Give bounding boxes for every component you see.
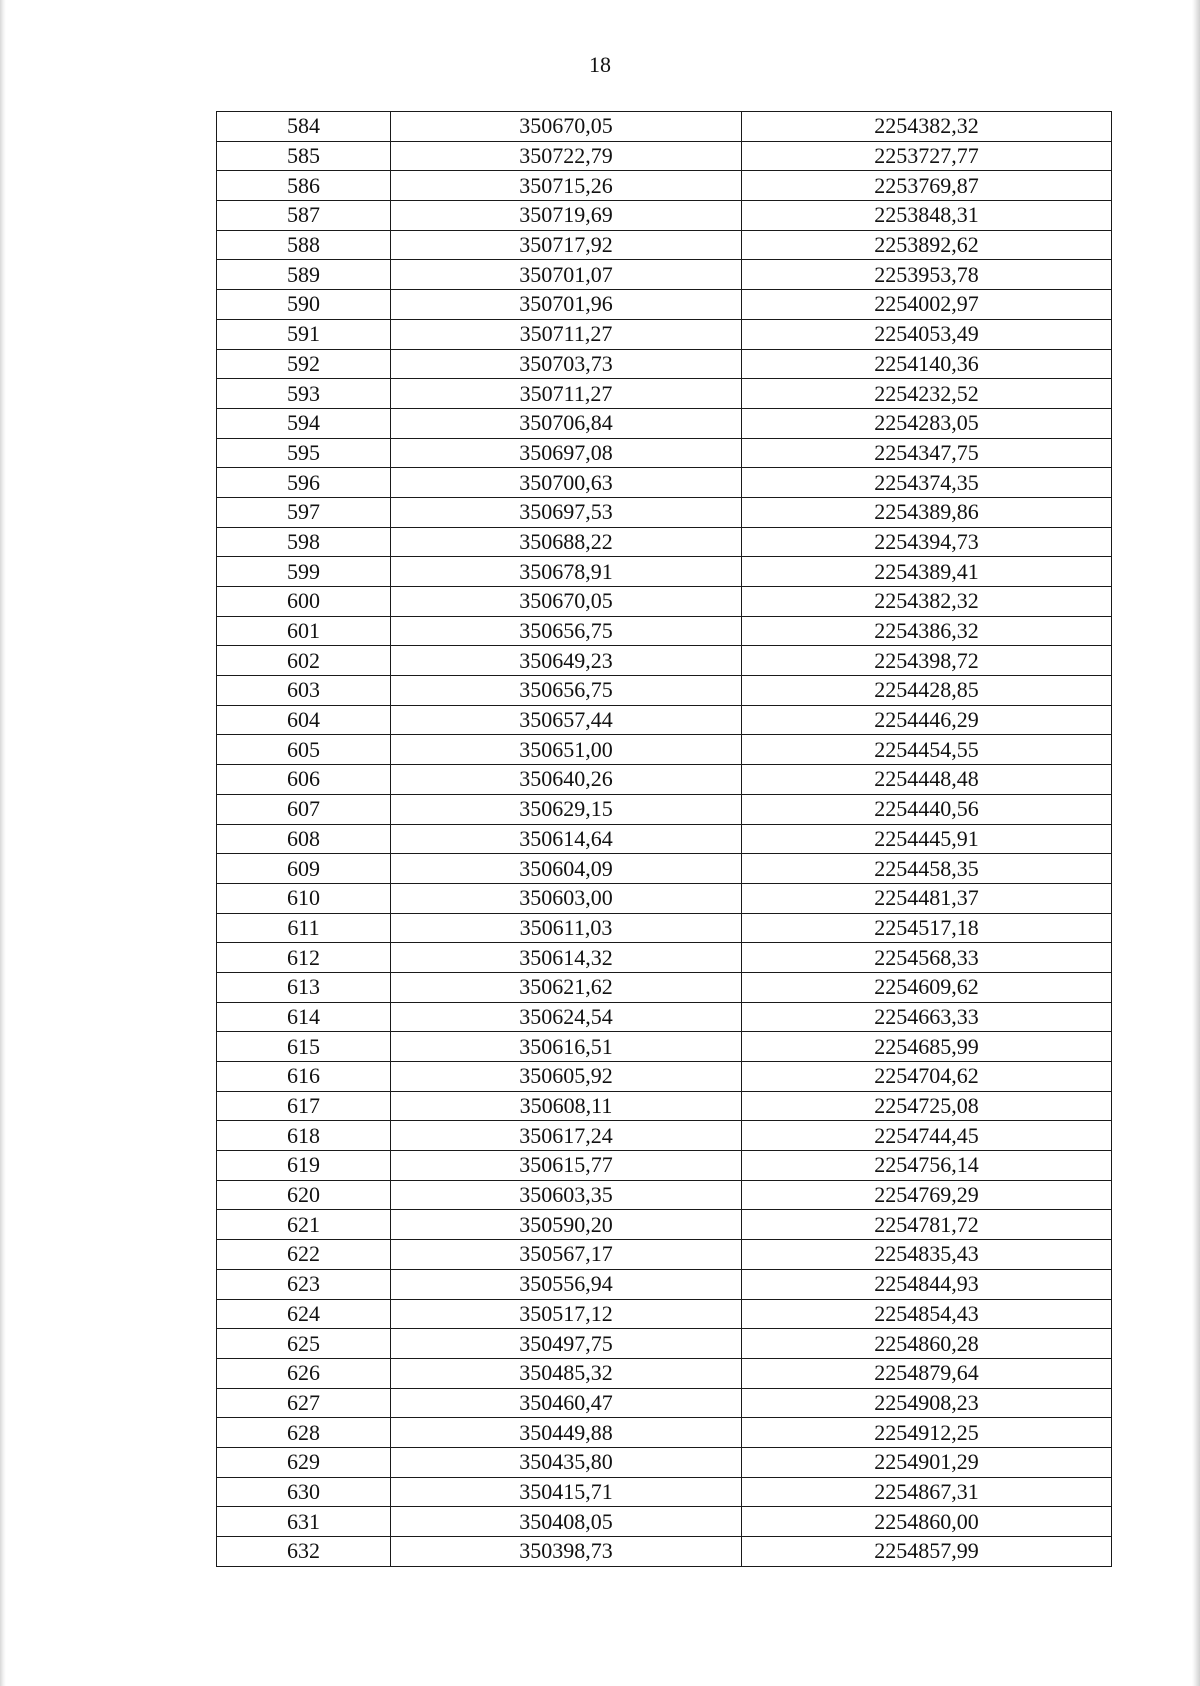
y-coordinate-cell: 2254912,25: [742, 1418, 1112, 1448]
table-row: [217, 557, 1112, 587]
point-number-cell: 619: [217, 1151, 391, 1181]
point-number-cell: 597: [217, 497, 391, 527]
table-row: [217, 1062, 1112, 1092]
x-coordinate-cell: 350460,47: [391, 1388, 742, 1418]
y-coordinate-cell: 2253848,31: [742, 201, 1112, 231]
point-number-cell: 589: [217, 260, 391, 290]
x-coordinate-cell: 350656,75: [391, 616, 742, 646]
y-coordinate-cell: 2254389,86: [742, 497, 1112, 527]
point-number-cell: 594: [217, 408, 391, 438]
y-coordinate-cell: 2253892,62: [742, 230, 1112, 260]
y-coordinate-cell: 2254867,31: [742, 1477, 1112, 1507]
y-coordinate-cell: 2254854,43: [742, 1299, 1112, 1329]
x-coordinate-cell: 350697,53: [391, 497, 742, 527]
table-row: [217, 260, 1112, 290]
x-coordinate-cell: 350701,96: [391, 290, 742, 320]
table-row: [217, 290, 1112, 320]
table-row: [217, 616, 1112, 646]
point-number-cell: 631: [217, 1507, 391, 1537]
point-number-cell: 626: [217, 1358, 391, 1388]
coordinates-table-body: [217, 112, 1112, 1567]
point-number-cell: 608: [217, 824, 391, 854]
x-coordinate-cell: 350604,09: [391, 854, 742, 884]
scan-edge-left: [0, 0, 6, 1686]
table-row: [217, 319, 1112, 349]
x-coordinate-cell: 350670,05: [391, 587, 742, 617]
point-number-cell: 585: [217, 141, 391, 171]
table-row: [217, 1240, 1112, 1270]
x-coordinate-cell: 350651,00: [391, 735, 742, 765]
point-number-cell: 604: [217, 705, 391, 735]
table-row: [217, 201, 1112, 231]
point-number-cell: 612: [217, 943, 391, 973]
table-row: [217, 765, 1112, 795]
x-coordinate-cell: 350590,20: [391, 1210, 742, 1240]
point-number-cell: 602: [217, 646, 391, 676]
x-coordinate-cell: 350711,27: [391, 319, 742, 349]
y-coordinate-cell: 2254879,64: [742, 1358, 1112, 1388]
table-row: [217, 1358, 1112, 1388]
table-row: [217, 1091, 1112, 1121]
y-coordinate-cell: 2254347,75: [742, 438, 1112, 468]
x-coordinate-cell: 350567,17: [391, 1240, 742, 1270]
x-coordinate-cell: 350649,23: [391, 646, 742, 676]
x-coordinate-cell: 350614,32: [391, 943, 742, 973]
x-coordinate-cell: 350617,24: [391, 1121, 742, 1151]
x-coordinate-cell: 350703,73: [391, 349, 742, 379]
x-coordinate-cell: 350670,05: [391, 112, 742, 142]
point-number-cell: 628: [217, 1418, 391, 1448]
x-coordinate-cell: 350497,75: [391, 1329, 742, 1359]
x-coordinate-cell: 350605,92: [391, 1062, 742, 1092]
coordinates-table: [216, 111, 1112, 1567]
point-number-cell: 614: [217, 1002, 391, 1032]
x-coordinate-cell: 350415,71: [391, 1477, 742, 1507]
page-number: 18: [589, 52, 611, 77]
y-coordinate-cell: 2254901,29: [742, 1447, 1112, 1477]
x-coordinate-cell: 350611,03: [391, 913, 742, 943]
table-row: [217, 1507, 1112, 1537]
table-row: [217, 794, 1112, 824]
table-row: [217, 883, 1112, 913]
point-number-cell: 590: [217, 290, 391, 320]
point-number-cell: 609: [217, 854, 391, 884]
y-coordinate-cell: 2254781,72: [742, 1210, 1112, 1240]
y-coordinate-cell: 2254002,97: [742, 290, 1112, 320]
y-coordinate-cell: 2253727,77: [742, 141, 1112, 171]
x-coordinate-cell: 350711,27: [391, 379, 742, 409]
y-coordinate-cell: 2254454,55: [742, 735, 1112, 765]
point-number-cell: 623: [217, 1269, 391, 1299]
x-coordinate-cell: 350722,79: [391, 141, 742, 171]
point-number-cell: 600: [217, 587, 391, 617]
table-row: [217, 1121, 1112, 1151]
y-coordinate-cell: 2254860,00: [742, 1507, 1112, 1537]
table-row: [217, 1477, 1112, 1507]
x-coordinate-cell: 350640,26: [391, 765, 742, 795]
x-coordinate-cell: 350603,00: [391, 883, 742, 913]
x-coordinate-cell: 350715,26: [391, 171, 742, 201]
x-coordinate-cell: 350701,07: [391, 260, 742, 290]
y-coordinate-cell: 2254389,41: [742, 557, 1112, 587]
y-coordinate-cell: 2254386,32: [742, 616, 1112, 646]
y-coordinate-cell: 2253953,78: [742, 260, 1112, 290]
point-number-cell: 617: [217, 1091, 391, 1121]
point-number-cell: 591: [217, 319, 391, 349]
x-coordinate-cell: 350608,11: [391, 1091, 742, 1121]
point-number-cell: 606: [217, 765, 391, 795]
table-row: [217, 676, 1112, 706]
point-number-cell: 603: [217, 676, 391, 706]
table-row: [217, 587, 1112, 617]
y-coordinate-cell: 2254609,62: [742, 972, 1112, 1002]
point-number-cell: 618: [217, 1121, 391, 1151]
x-coordinate-cell: 350717,92: [391, 230, 742, 260]
y-coordinate-cell: 2254446,29: [742, 705, 1112, 735]
point-number-cell: 621: [217, 1210, 391, 1240]
x-coordinate-cell: 350449,88: [391, 1418, 742, 1448]
x-coordinate-cell: 350678,91: [391, 557, 742, 587]
table-row: [217, 854, 1112, 884]
x-coordinate-cell: 350688,22: [391, 527, 742, 557]
x-coordinate-cell: 350398,73: [391, 1537, 742, 1567]
point-number-cell: 624: [217, 1299, 391, 1329]
point-number-cell: 601: [217, 616, 391, 646]
table-row: [217, 1418, 1112, 1448]
y-coordinate-cell: 2254568,33: [742, 943, 1112, 973]
table-row: [217, 230, 1112, 260]
x-coordinate-cell: 350700,63: [391, 468, 742, 498]
x-coordinate-cell: 350517,12: [391, 1299, 742, 1329]
y-coordinate-cell: 2254382,32: [742, 112, 1112, 142]
y-coordinate-cell: 2254756,14: [742, 1151, 1112, 1181]
table-row: [217, 408, 1112, 438]
table-row: [217, 1447, 1112, 1477]
table-row: [217, 1151, 1112, 1181]
y-coordinate-cell: 2254725,08: [742, 1091, 1112, 1121]
y-coordinate-cell: 2254448,48: [742, 765, 1112, 795]
point-number-cell: 615: [217, 1032, 391, 1062]
point-number-cell: 587: [217, 201, 391, 231]
point-number-cell: 598: [217, 527, 391, 557]
point-number-cell: 593: [217, 379, 391, 409]
table-row: [217, 112, 1112, 142]
table-row: [217, 646, 1112, 676]
table-row: [217, 438, 1112, 468]
y-coordinate-cell: 2254232,52: [742, 379, 1112, 409]
x-coordinate-cell: 350556,94: [391, 1269, 742, 1299]
point-number-cell: 592: [217, 349, 391, 379]
point-number-cell: 629: [217, 1447, 391, 1477]
table-row: [217, 1180, 1112, 1210]
x-coordinate-cell: 350614,64: [391, 824, 742, 854]
x-coordinate-cell: 350629,15: [391, 794, 742, 824]
point-number-cell: 595: [217, 438, 391, 468]
table-row: [217, 349, 1112, 379]
table-row: [217, 943, 1112, 973]
table-row: [217, 1537, 1112, 1567]
y-coordinate-cell: 2254445,91: [742, 824, 1112, 854]
y-coordinate-cell: 2254440,56: [742, 794, 1112, 824]
point-number-cell: 607: [217, 794, 391, 824]
table-row: [217, 1002, 1112, 1032]
point-number-cell: 605: [217, 735, 391, 765]
point-number-cell: 632: [217, 1537, 391, 1567]
x-coordinate-cell: 350616,51: [391, 1032, 742, 1062]
table-row: [217, 141, 1112, 171]
y-coordinate-cell: 2254663,33: [742, 1002, 1112, 1032]
table-row: [217, 1210, 1112, 1240]
table-row: [217, 1032, 1112, 1062]
y-coordinate-cell: 2254428,85: [742, 676, 1112, 706]
table-row: [217, 972, 1112, 1002]
y-coordinate-cell: 2254374,35: [742, 468, 1112, 498]
y-coordinate-cell: 2254769,29: [742, 1180, 1112, 1210]
y-coordinate-cell: 2254704,62: [742, 1062, 1112, 1092]
y-coordinate-cell: 2254458,35: [742, 854, 1112, 884]
y-coordinate-cell: 2254844,93: [742, 1269, 1112, 1299]
table-row: [217, 171, 1112, 201]
point-number-cell: 588: [217, 230, 391, 260]
y-coordinate-cell: 2254382,32: [742, 587, 1112, 617]
x-coordinate-cell: 350615,77: [391, 1151, 742, 1181]
y-coordinate-cell: 2254835,43: [742, 1240, 1112, 1270]
x-coordinate-cell: 350603,35: [391, 1180, 742, 1210]
point-number-cell: 596: [217, 468, 391, 498]
x-coordinate-cell: 350656,75: [391, 676, 742, 706]
x-coordinate-cell: 350621,62: [391, 972, 742, 1002]
point-number-cell: 599: [217, 557, 391, 587]
point-number-cell: 584: [217, 112, 391, 142]
x-coordinate-cell: 350697,08: [391, 438, 742, 468]
y-coordinate-cell: 2254481,37: [742, 883, 1112, 913]
table-row: [217, 1299, 1112, 1329]
point-number-cell: 622: [217, 1240, 391, 1270]
y-coordinate-cell: 2254398,72: [742, 646, 1112, 676]
point-number-cell: 620: [217, 1180, 391, 1210]
table-row: [217, 735, 1112, 765]
x-coordinate-cell: 350706,84: [391, 408, 742, 438]
table-row: [217, 913, 1112, 943]
table-row: [217, 705, 1112, 735]
y-coordinate-cell: 2254140,36: [742, 349, 1112, 379]
y-coordinate-cell: 2254283,05: [742, 408, 1112, 438]
point-number-cell: 627: [217, 1388, 391, 1418]
y-coordinate-cell: 2254053,49: [742, 319, 1112, 349]
y-coordinate-cell: 2254908,23: [742, 1388, 1112, 1418]
point-number-cell: 611: [217, 913, 391, 943]
x-coordinate-cell: 350657,44: [391, 705, 742, 735]
table-row: [217, 1388, 1112, 1418]
y-coordinate-cell: 2254860,28: [742, 1329, 1112, 1359]
y-coordinate-cell: 2253769,87: [742, 171, 1112, 201]
y-coordinate-cell: 2254517,18: [742, 913, 1112, 943]
table-row: [217, 1269, 1112, 1299]
point-number-cell: 610: [217, 883, 391, 913]
table-row: [217, 379, 1112, 409]
point-number-cell: 630: [217, 1477, 391, 1507]
y-coordinate-cell: 2254394,73: [742, 527, 1112, 557]
table-row: [217, 824, 1112, 854]
y-coordinate-cell: 2254744,45: [742, 1121, 1112, 1151]
table-row: [217, 468, 1112, 498]
point-number-cell: 586: [217, 171, 391, 201]
x-coordinate-cell: 350719,69: [391, 201, 742, 231]
y-coordinate-cell: 2254685,99: [742, 1032, 1112, 1062]
x-coordinate-cell: 350435,80: [391, 1447, 742, 1477]
point-number-cell: 616: [217, 1062, 391, 1092]
x-coordinate-cell: 350485,32: [391, 1358, 742, 1388]
y-coordinate-cell: 2254857,99: [742, 1537, 1112, 1567]
point-number-cell: 613: [217, 972, 391, 1002]
point-number-cell: 625: [217, 1329, 391, 1359]
x-coordinate-cell: 350624,54: [391, 1002, 742, 1032]
table-row: [217, 1329, 1112, 1359]
table-row: [217, 527, 1112, 557]
table-row: [217, 497, 1112, 527]
x-coordinate-cell: 350408,05: [391, 1507, 742, 1537]
scan-edge-right: [1192, 0, 1200, 1686]
